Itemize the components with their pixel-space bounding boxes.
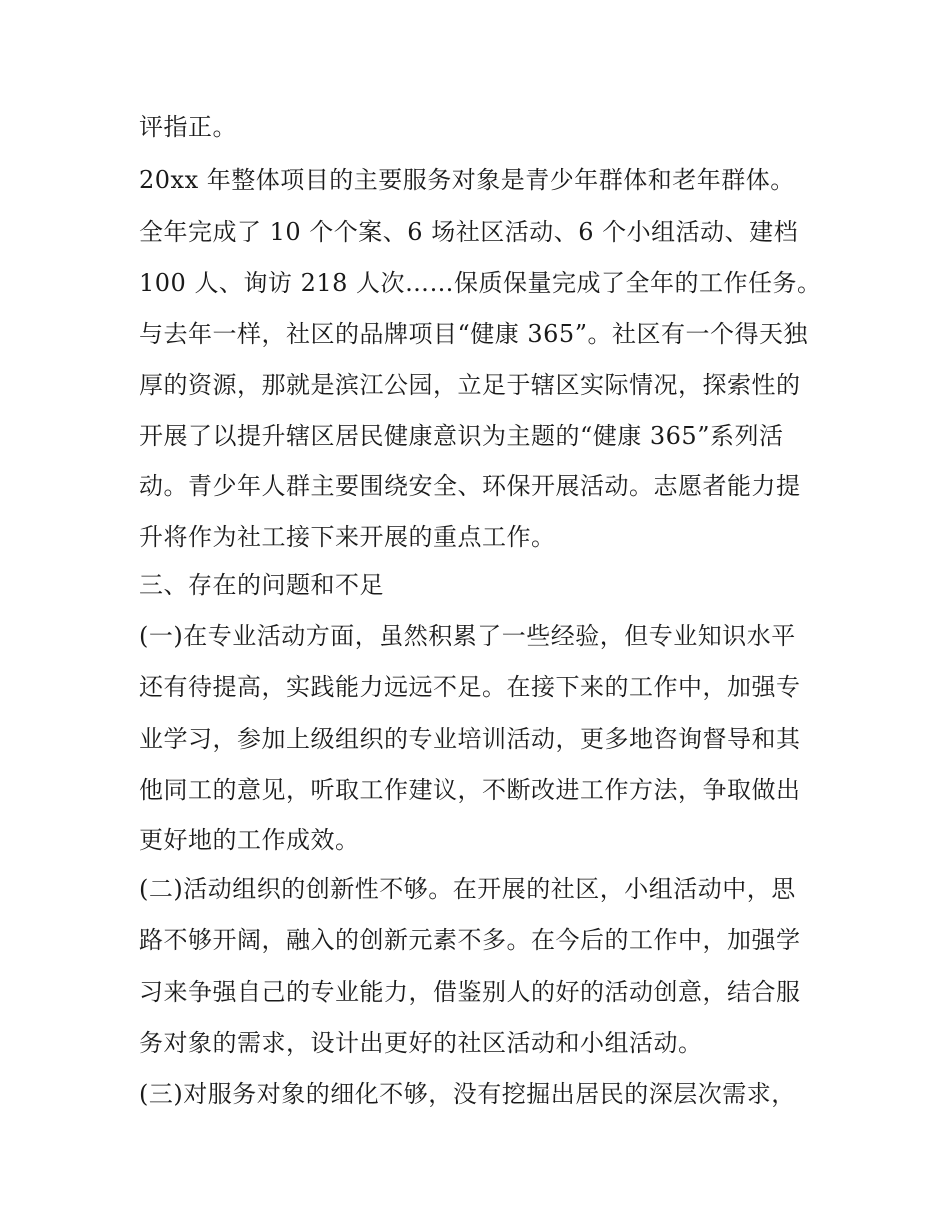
section-heading: 三、存在的问题和不足 [139, 571, 384, 599]
text-line: 习来争强自己的专业能力，借鉴别人的好的活动创意，结合服 [139, 978, 801, 1006]
text-line: 路不够开阔，融入的创新元素不多。在今后的工作中，加强学 [139, 926, 801, 954]
text-line: 业学习，参加上级组织的专业培训活动，更多地咨询督导和其 [139, 725, 801, 753]
text-line: 务对象的需求，设计出更好的社区活动和小组活动。 [139, 1029, 703, 1057]
text-line: 20xx 年整体项目的主要服务对象是青少年群体和老年群体。 [139, 166, 795, 194]
text-line: 动。青少年人群主要围绕安全、环保开展活动。志愿者能力提 [139, 472, 801, 500]
text-line: (三)对服务对象的细化不够，没有挖掘出居民的深层次需求， [139, 1080, 796, 1108]
text-line: 升将作为社工接下来开展的重点工作。 [139, 523, 556, 551]
text-line: 还有待提高，实践能力远远不足。在接下来的工作中，加强专 [139, 673, 801, 701]
text-line: (一)在专业活动方面，虽然积累了一些经验，但专业知识水平 [139, 622, 796, 650]
text-line: 开展了以提升辖区居民健康意识为主题的“健康 365”系列活 [139, 422, 784, 450]
text-line: 评指正。 [139, 113, 237, 141]
text-line: 全年完成了 10 个个案、6 场社区活动、6 个小组活动、建档 [139, 218, 799, 246]
text-line: 他同工的意见，听取工作建议，不断改进工作方法，争取做出 [139, 776, 801, 804]
text-line: 更好地的工作成效。 [139, 826, 360, 854]
text-line: 100 人、询访 218 人次……保质保量完成了全年的工作任务。 [139, 269, 822, 297]
text-line: 厚的资源，那就是滨江公园，立足于辖区实际情况，探索性的 [139, 371, 801, 399]
text-line: (二)活动组织的创新性不够。在开展的社区，小组活动中，思 [139, 875, 796, 903]
text-line: 与去年一样，社区的品牌项目“健康 365”。社区有一个得天独 [139, 320, 808, 348]
